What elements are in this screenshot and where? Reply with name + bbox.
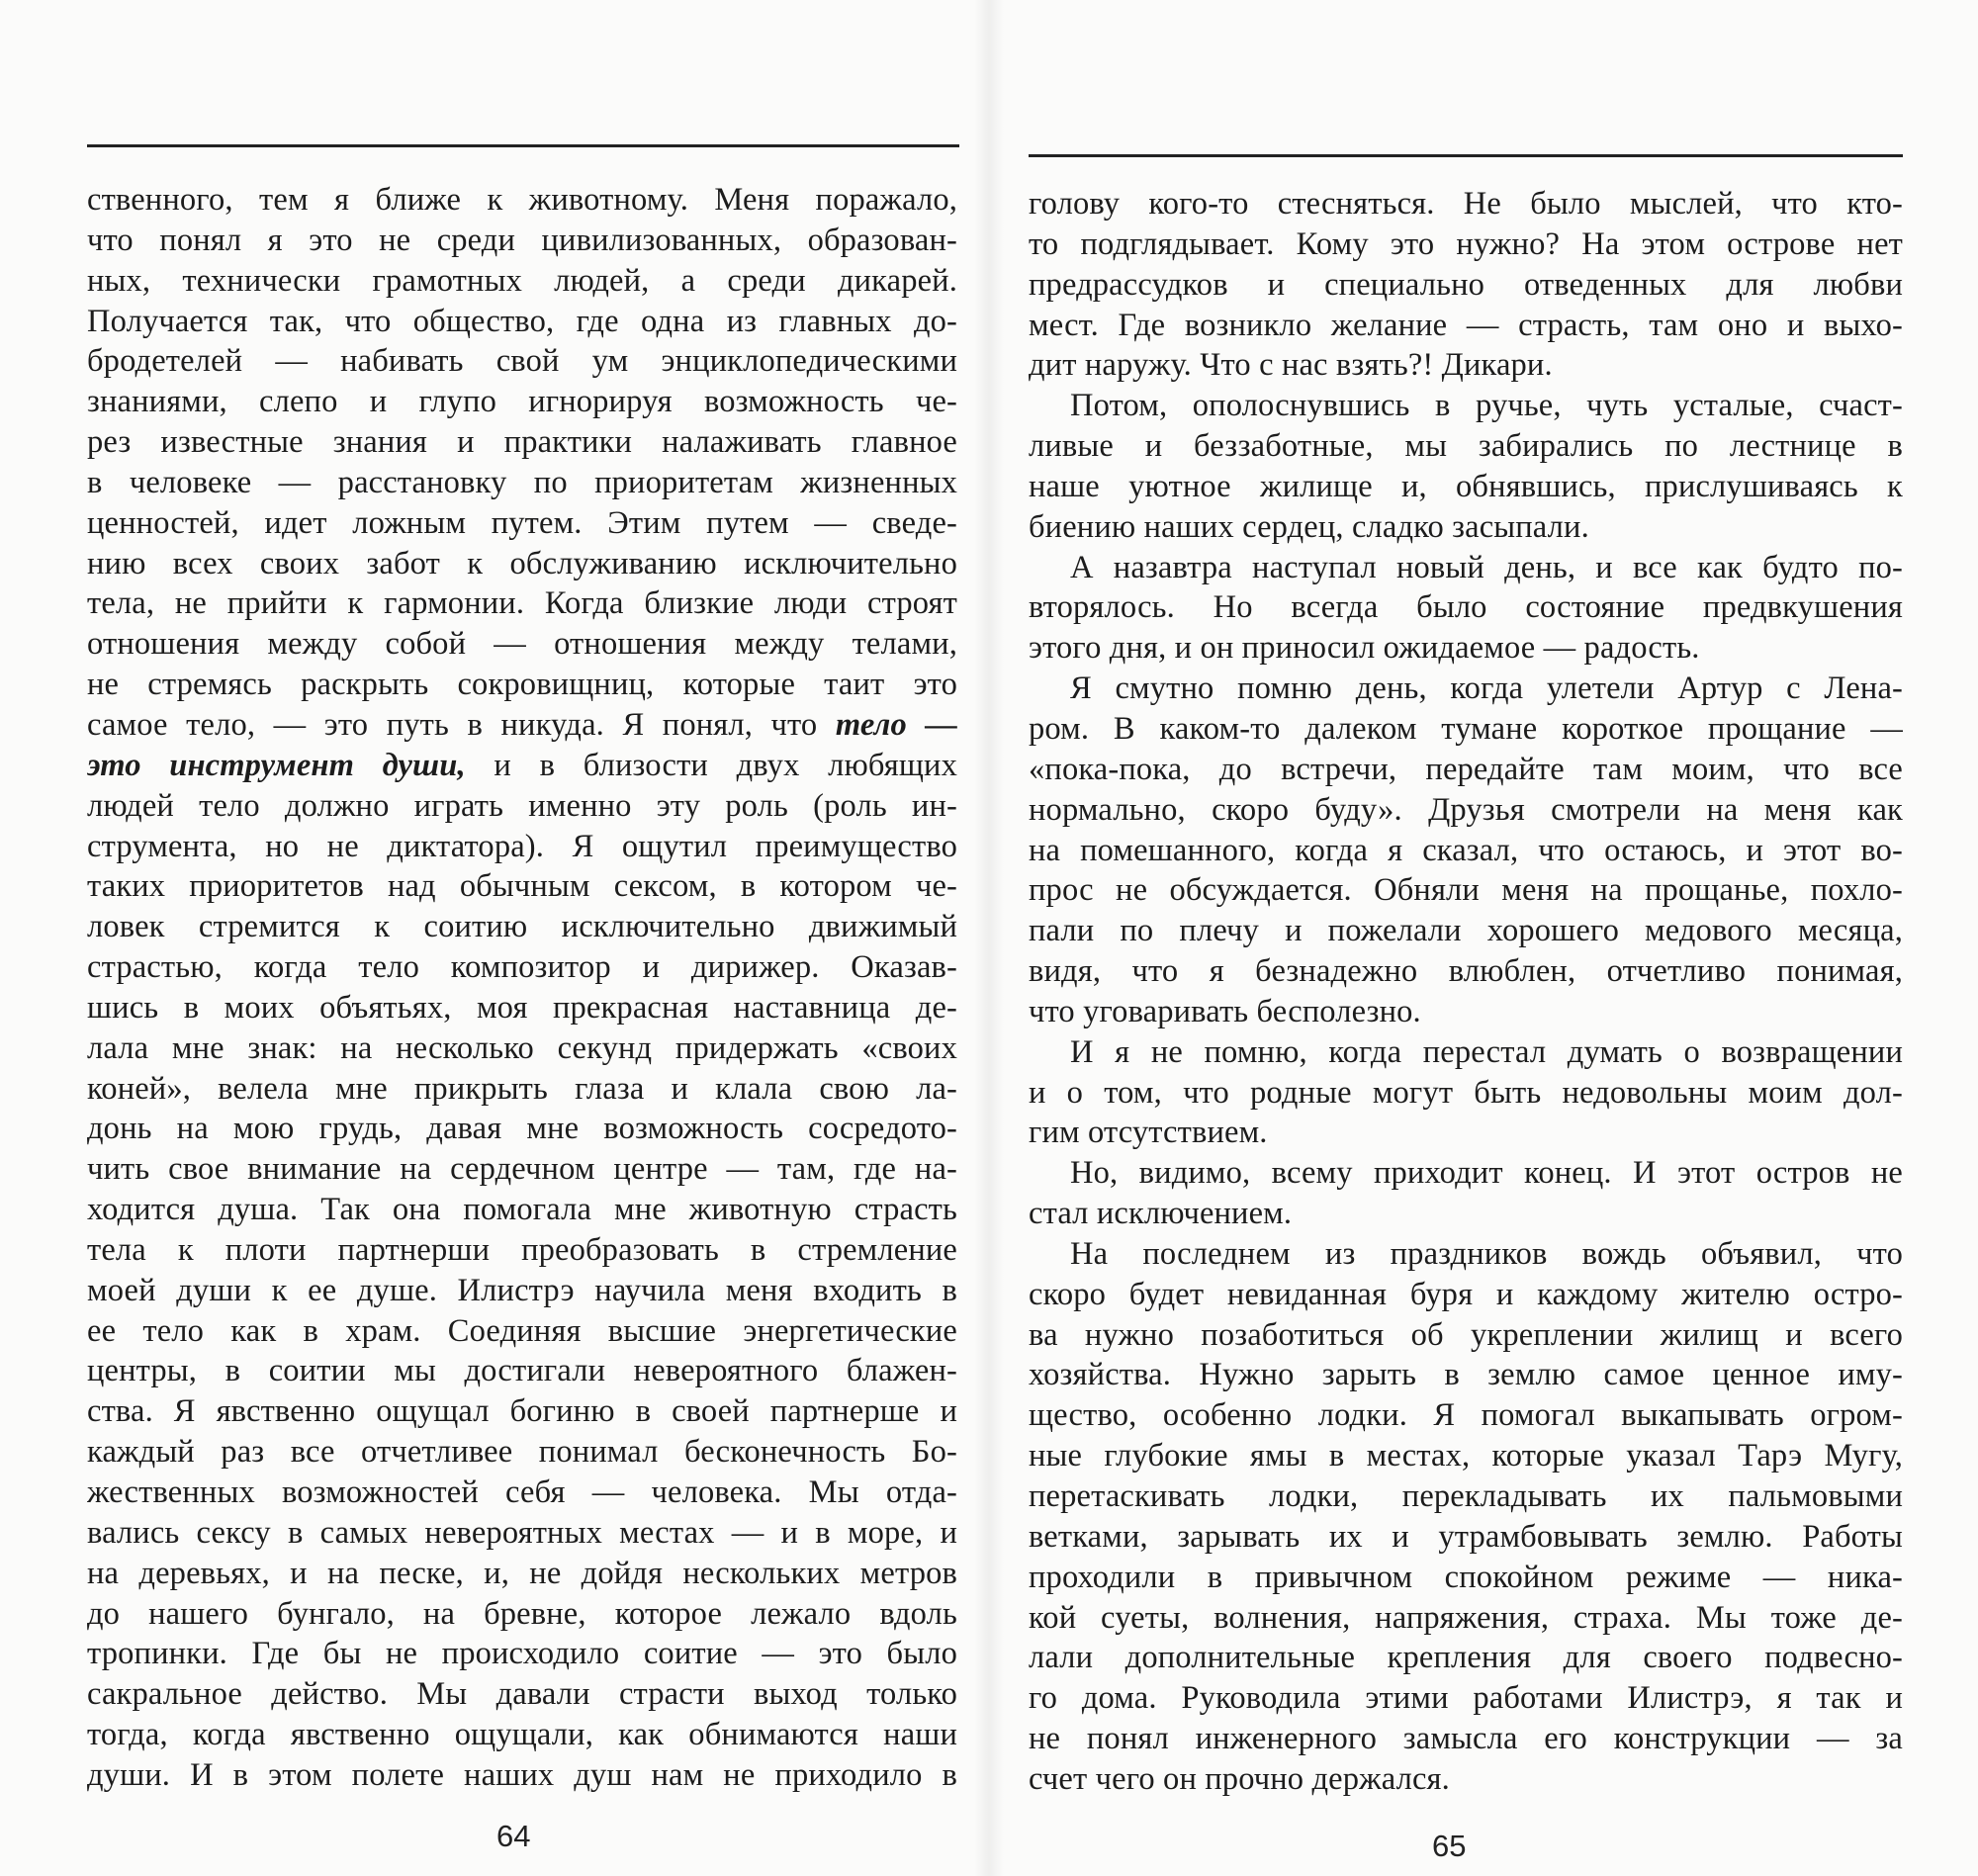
text-line <box>1029 1355 1903 1395</box>
line-text: го дома. Руководила этими работами Илистрэ, я так и <box>1029 1680 1903 1717</box>
text-line <box>87 1109 957 1149</box>
text-line <box>87 705 957 746</box>
line-text: ходится душа. Так она помогала мне животную страсть <box>87 1192 957 1228</box>
text-line <box>87 1311 957 1352</box>
line-text: таких приоритетов над обычным сексом, в котором че- <box>87 868 957 905</box>
line-text: прос не обсуждается. Обняли меня на прощанье, похло- <box>1029 872 1903 909</box>
line-text: лала мне знак: на несколько секунд придержать «своих <box>87 1029 957 1066</box>
text-line <box>87 1271 957 1311</box>
line-text: не стремясь раскрыть сокровищниц, которые таит это <box>87 667 957 703</box>
text-line <box>87 947 957 988</box>
text-line <box>1029 1395 1903 1436</box>
text-line <box>87 221 957 261</box>
line-text: На последнем из праздников вождь объявил, что <box>1070 1235 1903 1272</box>
line-text: тропинки. Где бы не происходило соитие — это было <box>87 1636 957 1672</box>
line-text: до нашего бунгало, на бревне, которое лежало вдоль <box>87 1595 957 1632</box>
line-text: счет чего он прочно держался. <box>1029 1760 1450 1797</box>
text-line <box>1029 1153 1903 1194</box>
line-text: шись в моих объятьях, моя прекрасная наставница де- <box>87 989 957 1026</box>
line-text: проходили в привычном спокойном режиме — ника- <box>1029 1559 1903 1595</box>
text-line <box>1029 386 1903 426</box>
line-text: ее тело как в храм. Соединяя высшие энергетические <box>87 1312 957 1349</box>
line-text: знаниями, слепо и глупо игнорируя возможность че- <box>87 384 957 420</box>
text-line <box>87 746 957 786</box>
text-line <box>1029 306 1903 346</box>
text-line <box>87 1432 957 1473</box>
text-line <box>87 503 957 544</box>
text-line <box>1029 224 1903 265</box>
line-text: жественных возможностей себя — человека. Мы отда- <box>87 1474 957 1510</box>
line-text: центры, в соитии мы достигали невероятного блажен- <box>87 1353 957 1389</box>
right-page <box>989 0 1978 1876</box>
line-text: ных, технически грамотных людей, а среди дикарей. <box>87 262 957 299</box>
text-line <box>87 1594 957 1635</box>
line-text: бродетелей — набивать свой ум энциклопедическими <box>87 343 957 380</box>
left-header-rule <box>87 144 959 147</box>
text-line <box>87 1755 957 1796</box>
line-text: и о том, что родные могут быть недовольны моим дол- <box>1029 1074 1903 1111</box>
line-text: нию всех своих забот к обслуживанию исключительно <box>87 545 957 581</box>
line-text: чить свое внимание на сердечном центре — там, где на- <box>87 1151 957 1188</box>
line-text: перетаскивать лодки, перекладывать их пальмовыми <box>1029 1478 1903 1514</box>
text-line <box>1029 1275 1903 1315</box>
text-line <box>87 1391 957 1432</box>
line-text: ловек стремится к соитию исключительно движимый <box>87 909 957 945</box>
line-text: голову кого-то стесняться. Не было мыслей, что кто- <box>1029 186 1903 222</box>
line-text: коней», велела мне прикрыть глаза и клала свою ла- <box>87 1070 957 1107</box>
text-line <box>1029 1678 1903 1719</box>
line-text: самое тело, — это путь в никуда. Я понял, что <box>87 706 818 743</box>
line-text: вторялось. Но всегда было состояние предвкушения <box>1029 589 1903 626</box>
line-text: мест. Где возникло желание — страсть, там оно и выхо- <box>1029 307 1903 343</box>
line-text: вались сексу в самых невероятных местах — и в море, и <box>87 1514 957 1551</box>
line-text: что уговаривать бесполезно. <box>1029 993 1421 1029</box>
text-line <box>87 463 957 503</box>
text-line <box>1029 1113 1903 1153</box>
line-text: И я не помню, когда перестал думать о возвращении <box>1070 1033 1903 1070</box>
line-text: биению наших сердец, сладко засыпали. <box>1029 508 1589 545</box>
text-line <box>1029 426 1903 467</box>
line-text: ценностей, идет ложным путем. Этим путем — сведе- <box>87 504 957 541</box>
line-text: скоро будет невиданная буря и каждому жителю остро- <box>1029 1276 1903 1312</box>
line-text: страстью, когда тело композитор и дирижер. Оказав- <box>87 949 957 986</box>
line-text: не понял инженерного замысла его конструкции — за <box>1029 1721 1903 1757</box>
text-line <box>1029 992 1903 1032</box>
line-text: лали дополнительные крепления для своего подвесно- <box>1029 1640 1903 1676</box>
line-text: ные глубокие ямы в местах, которые указал Тарэ Мугу, <box>1029 1438 1903 1474</box>
line-text: людей тело должно играть именно эту роль (роль ин- <box>87 787 957 824</box>
text-line <box>87 1674 957 1715</box>
text-line <box>1029 1719 1903 1759</box>
emphasis-text: тело — <box>835 706 957 743</box>
text-line <box>1029 587 1903 628</box>
text-line <box>1029 1759 1903 1800</box>
line-text: наше уютное жилище и, обнявшись, прислушиваясь к <box>1029 468 1903 504</box>
text-line <box>87 988 957 1028</box>
line-text: и в близости двух любящих <box>494 747 957 783</box>
line-text: тогда, когда явственно ощущали, как обнимаются наши <box>87 1717 957 1753</box>
line-text: Получается так, что общество, где одна из главных до- <box>87 303 957 339</box>
line-text: в человеке — расстановку по приоритетам жизненных <box>87 464 957 500</box>
line-text: ливые и беззаботные, мы забирались по лестнице в <box>1029 428 1903 465</box>
line-text: предрассудков и специально отведенных для любви <box>1029 266 1903 303</box>
line-text: Но, видимо, всему приходит конец. И этот остров не <box>1070 1155 1903 1192</box>
text-line <box>87 827 957 867</box>
line-text: моей души к ее душе. Илистрэ научила меня входить в <box>87 1272 957 1308</box>
text-line <box>1029 1517 1903 1558</box>
text-line <box>87 1634 957 1674</box>
line-text: что понял я это не среди цивилизованных, образован- <box>87 222 957 258</box>
line-text: гим отсутствием. <box>1029 1115 1268 1151</box>
line-text: Я смутно помню день, когда улетели Артур с Лена- <box>1070 670 1903 707</box>
left-page-number: 64 <box>496 1819 531 1853</box>
text-line <box>1029 1234 1903 1275</box>
line-text: кой суеты, волнения, напряжения, страха. Мы тоже де- <box>1029 1599 1903 1636</box>
line-text: на деревьях, и на песке, и, не дойдя нескольких метров <box>87 1555 957 1591</box>
right-header-rule <box>1029 154 1903 157</box>
text-line <box>1029 911 1903 951</box>
line-text: «пока-пока, до встречи, передайте там моим, что все <box>1029 751 1903 787</box>
line-text: хозяйства. Нужно зарыть в землю самое ценное иму- <box>1029 1357 1903 1393</box>
line-text: ства. Я явственно ощущал богиню в своей партнерше и <box>87 1393 957 1430</box>
text-line <box>1029 669 1903 709</box>
text-line <box>87 583 957 624</box>
line-text: дит наружу. Что с нас взять?! Дикари. <box>1029 347 1553 384</box>
text-line <box>1029 345 1903 386</box>
text-line <box>87 786 957 827</box>
text-line <box>1029 467 1903 507</box>
text-line <box>87 302 957 342</box>
text-line <box>1029 1032 1903 1073</box>
text-line <box>87 1028 957 1069</box>
text-line <box>87 1230 957 1271</box>
line-text: стал исключением. <box>1029 1196 1293 1232</box>
line-text: ственного, тем я ближе к животному. Меня поражало, <box>87 182 957 218</box>
text-line <box>1029 831 1903 871</box>
text-line <box>1029 548 1903 588</box>
text-line <box>1029 1315 1903 1356</box>
line-text: ва нужно позаботиться об укреплении жилищ и всего <box>1029 1316 1903 1353</box>
right-page-number: 65 <box>1432 1829 1467 1863</box>
text-line <box>1029 507 1903 548</box>
text-line <box>87 866 957 907</box>
line-text: на помешанного, когда я сказал, что остаюсь, и этот во- <box>1029 832 1903 868</box>
text-line <box>87 341 957 382</box>
text-line <box>1029 1638 1903 1678</box>
text-line <box>1029 265 1903 306</box>
text-line <box>87 624 957 665</box>
line-text: тела, не прийти к гармонии. Когда близкие люди строят <box>87 585 957 622</box>
line-text: видя, что я безнадежно влюблен, отчетливо понимая, <box>1029 953 1903 990</box>
text-line <box>1029 628 1903 669</box>
right-text-block <box>1029 184 1903 1800</box>
text-line <box>87 1513 957 1554</box>
line-text: пали по плечу и пожелали хорошего медового месяца, <box>1029 913 1903 949</box>
line-text: отношения между собой — отношения между телами, <box>87 626 957 663</box>
text-line <box>87 382 957 422</box>
text-line <box>1029 870 1903 911</box>
text-line <box>87 907 957 947</box>
line-text: струмента, но не диктатора). Я ощутил преимущество <box>87 828 957 864</box>
line-text: рез известные знания и практики налаживать главное <box>87 424 957 461</box>
line-text: Потом, ополоснувшись в ручье, чуть усталые, счаст- <box>1070 388 1903 424</box>
line-text: ром. В каком-то далеком тумане короткое прощание — <box>1029 710 1903 747</box>
text-line <box>87 422 957 463</box>
text-line <box>1029 1476 1903 1517</box>
text-line <box>87 180 957 221</box>
text-line <box>1029 750 1903 790</box>
text-line <box>87 665 957 705</box>
text-line <box>1029 1073 1903 1114</box>
text-line <box>87 1554 957 1594</box>
text-line <box>87 1473 957 1513</box>
text-line <box>87 1069 957 1110</box>
line-text: щество, особенно лодки. Я помогал выкапывать огром- <box>1029 1397 1903 1434</box>
line-text: донь на мою грудь, давая мне возможность сосредото- <box>87 1111 957 1147</box>
text-line <box>1029 1436 1903 1476</box>
text-line <box>1029 1558 1903 1598</box>
text-line <box>87 1351 957 1391</box>
emphasis-text: это инструмент души, <box>87 747 466 783</box>
line-text: тела к плоти партнерши преобразовать в стремление <box>87 1231 957 1268</box>
line-text: каждый раз все отчетливее понимал бесконечность Бо- <box>87 1434 957 1471</box>
text-line <box>1029 790 1903 831</box>
text-line <box>1029 951 1903 992</box>
text-line <box>87 1190 957 1230</box>
text-line <box>1029 1194 1903 1234</box>
text-line <box>1029 1598 1903 1639</box>
text-line <box>87 1715 957 1755</box>
left-text-block <box>87 180 957 1796</box>
line-text: этого дня, и он приносил ожидаемое — радость. <box>1029 630 1700 667</box>
line-text: то подглядывает. Кому это нужно? На этом острове нет <box>1029 225 1903 262</box>
text-line <box>87 1149 957 1190</box>
line-text: сакральное действо. Мы давали страсти выход только <box>87 1676 957 1713</box>
line-text: А назавтра наступал новый день, и все как будто по- <box>1070 549 1903 585</box>
line-text: нормально, скоро буду». Друзья смотрели на меня как <box>1029 791 1903 828</box>
line-text: души. И в этом полете наших душ нам не приходило в <box>87 1756 957 1793</box>
text-line <box>1029 184 1903 224</box>
text-line <box>87 261 957 302</box>
text-line <box>87 544 957 584</box>
text-line <box>1029 709 1903 750</box>
line-text: ветками, зарывать их и утрамбовывать землю. Работы <box>1029 1518 1903 1555</box>
